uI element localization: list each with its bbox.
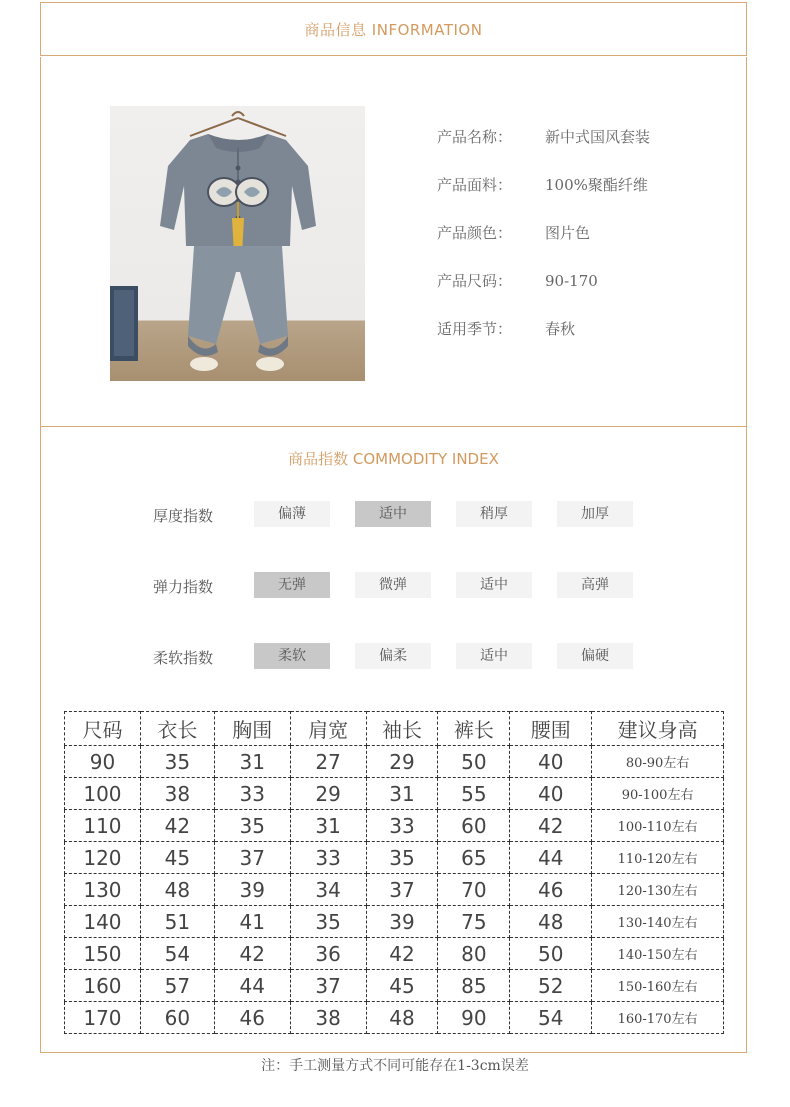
product-photo [110,106,365,381]
column-header: 衣长 [140,712,214,746]
table-cell: 70 [438,874,510,906]
spec-value: 图片色 [545,224,591,242]
column-header: 尺码 [65,712,141,746]
table-cell: 40 [510,746,592,778]
table-cell: 34 [290,874,366,906]
table-cell: 170 [65,1002,141,1034]
table-cell: 45 [366,970,438,1002]
index-label: 厚度指数 [153,507,214,525]
table-cell: 100-110左右 [592,810,724,842]
index-option: 适中 [456,643,532,669]
table-cell: 44 [510,842,592,874]
spec-value: 春秋 [545,320,576,338]
spec-value: 100%聚酯纤维 [545,176,648,194]
table-cell: 39 [366,906,438,938]
table-cell: 46 [510,874,592,906]
column-header: 胸围 [214,712,290,746]
table-cell: 31 [366,778,438,810]
table-cell: 33 [214,778,290,810]
table-cell: 29 [366,746,438,778]
index-option: 高弹 [557,572,633,598]
table-cell: 140-150左右 [592,938,724,970]
table-cell: 150 [65,938,141,970]
table-cell: 39 [214,874,290,906]
table-cell: 100 [65,778,141,810]
index-option: 稍厚 [456,501,532,527]
table-cell: 160 [65,970,141,1002]
table-row [65,970,724,1002]
table-cell: 130 [65,874,141,906]
table-cell: 31 [214,746,290,778]
table-cell: 35 [290,906,366,938]
spec-row-name [437,126,650,150]
garment-illustration [110,106,365,381]
table-cell: 110-120左右 [592,842,724,874]
table-cell: 90-100左右 [592,778,724,810]
table-cell: 46 [214,1002,290,1034]
table-cell: 38 [290,1002,366,1034]
table-row [65,938,724,970]
index-option: 偏硬 [557,643,633,669]
table-cell: 75 [438,906,510,938]
spec-key: 产品名称： [437,128,513,146]
table-cell: 35 [366,842,438,874]
table-cell: 160-170左右 [592,1002,724,1034]
spec-row-season [437,318,575,342]
table-cell: 37 [366,874,438,906]
index-option-selected: 无弹 [254,572,330,598]
table-row [65,874,724,906]
table-cell: 130-140左右 [592,906,724,938]
table-cell: 110 [65,810,141,842]
index-option: 偏柔 [355,643,431,669]
spec-key: 产品颜色： [437,224,513,242]
table-cell: 45 [140,842,214,874]
table-cell: 48 [140,874,214,906]
column-header: 建议身高 [592,712,724,746]
size-table-header [65,712,724,746]
table-cell: 42 [140,810,214,842]
table-cell: 90 [65,746,141,778]
table-cell: 120-130左右 [592,874,724,906]
spec-row-color [437,222,590,246]
table-row [65,1002,724,1034]
table-cell: 31 [290,810,366,842]
info-title: 商品信息 INFORMATION [304,20,483,39]
index-option: 适中 [456,572,532,598]
column-header: 袖长 [366,712,438,746]
spec-key: 产品面料： [437,176,513,194]
table-row [65,842,724,874]
table-cell: 40 [510,778,592,810]
table-cell: 85 [438,970,510,1002]
info-header [40,2,747,56]
table-cell: 50 [438,746,510,778]
table-cell: 41 [214,906,290,938]
table-cell: 60 [140,1002,214,1034]
table-cell: 33 [366,810,438,842]
table-cell: 38 [140,778,214,810]
table-cell: 55 [438,778,510,810]
spec-key: 产品尺码： [437,272,513,290]
table-cell: 80 [438,938,510,970]
size-table-body [65,746,724,1034]
table-cell: 54 [140,938,214,970]
table-row [65,906,724,938]
table-cell: 42 [214,938,290,970]
column-header: 裤长 [438,712,510,746]
table-cell: 150-160左右 [592,970,724,1002]
table-cell: 42 [510,810,592,842]
table-cell: 60 [438,810,510,842]
index-option-selected: 适中 [355,501,431,527]
column-header: 肩宽 [290,712,366,746]
table-cell: 90 [438,1002,510,1034]
table-cell: 48 [510,906,592,938]
table-cell: 37 [214,842,290,874]
index-title: 商品指数 COMMODITY INDEX [288,450,499,468]
table-row [65,746,724,778]
table-cell: 42 [366,938,438,970]
table-cell: 27 [290,746,366,778]
spec-row-size [437,270,598,294]
table-cell: 120 [65,842,141,874]
index-option: 偏薄 [254,501,330,527]
table-cell: 37 [290,970,366,1002]
table-cell: 50 [510,938,592,970]
spec-row-fabric [437,174,648,198]
spec-value: 90-170 [545,272,598,290]
table-cell: 35 [140,746,214,778]
table-cell: 54 [510,1002,592,1034]
table-row [65,778,724,810]
index-label: 弹力指数 [153,578,214,596]
table-cell: 52 [510,970,592,1002]
table-cell: 48 [366,1002,438,1034]
table-cell: 29 [290,778,366,810]
index-option-selected: 柔软 [254,643,330,669]
table-cell: 140 [65,906,141,938]
table-row [65,810,724,842]
table-cell: 35 [214,810,290,842]
measurement-note: 注：手工测量方式不同可能存在1-3cm误差 [261,1058,529,1074]
table-cell: 80-90左右 [592,746,724,778]
table-cell: 36 [290,938,366,970]
index-option: 微弹 [355,572,431,598]
index-label: 柔软指数 [153,649,214,667]
table-cell: 33 [290,842,366,874]
table-cell: 57 [140,970,214,1002]
spec-value: 新中式国风套装 [545,128,651,146]
table-cell: 65 [438,842,510,874]
table-cell: 51 [140,906,214,938]
size-table [64,711,724,1034]
index-option: 加厚 [557,501,633,527]
table-cell: 44 [214,970,290,1002]
spec-key: 适用季节： [437,320,513,338]
column-header: 腰围 [510,712,592,746]
